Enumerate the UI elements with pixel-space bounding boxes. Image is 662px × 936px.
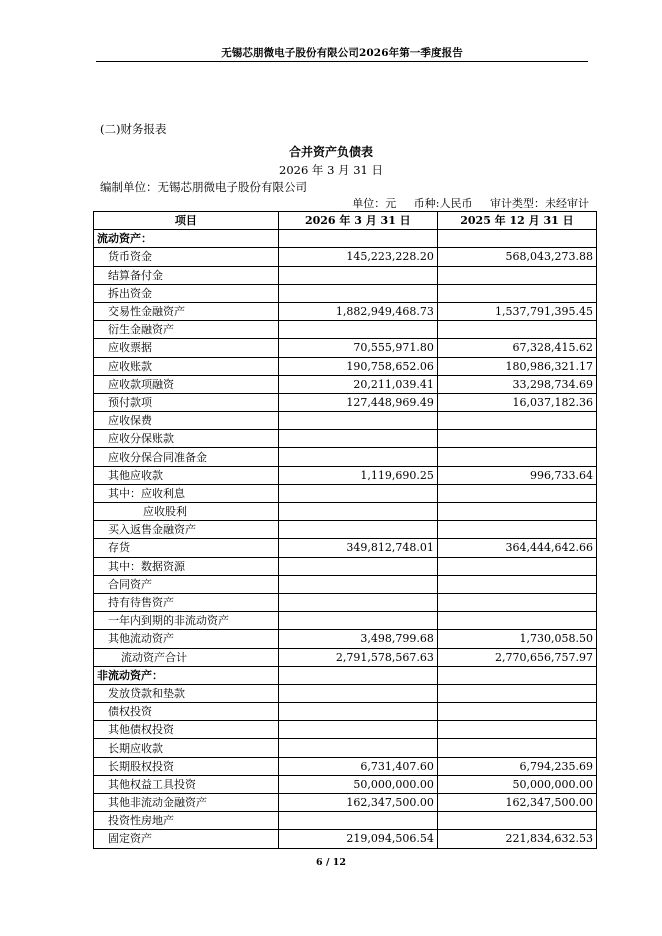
unit-label: 单位：元 [352, 197, 397, 210]
row-value-prior [437, 721, 596, 739]
table-row [94, 684, 597, 702]
row-value-current [278, 666, 437, 684]
page-number: 6 / 12 [316, 857, 346, 868]
row-item-label: 合同资产 [94, 575, 279, 593]
table-row [94, 521, 597, 539]
table-row [94, 339, 597, 357]
row-value-current [278, 484, 437, 502]
row-value-prior: 221,834,632.53 [437, 830, 596, 848]
row-item-label: 应收股利 [94, 503, 279, 521]
row-item-label: 固定资产 [94, 830, 279, 848]
row-value-prior [437, 284, 596, 302]
row-value-current: 20,211,039.41 [278, 375, 437, 393]
statement-date: 2026 年 3 月 31 日 [279, 163, 383, 177]
row-value-prior [437, 503, 596, 521]
table-row [94, 648, 597, 666]
table-row [94, 666, 597, 684]
row-value-prior [437, 448, 596, 466]
row-value-prior [437, 684, 596, 702]
table-row [94, 230, 597, 248]
row-item-label: 流动资产： [94, 230, 279, 248]
row-value-prior: 50,000,000.00 [437, 775, 596, 793]
row-value-prior: 33,298,734.69 [437, 375, 596, 393]
row-value-prior [437, 521, 596, 539]
table-row [94, 302, 597, 320]
row-value-prior [437, 575, 596, 593]
row-item-label: 应收款项融资 [94, 375, 279, 393]
row-item-label: 流动资产合计 [94, 648, 279, 666]
row-item-label: 应收分保账款 [94, 430, 279, 448]
row-value-prior [437, 739, 596, 757]
row-value-current: 162,347,500.00 [278, 794, 437, 812]
row-value-current: 6,731,407.60 [278, 757, 437, 775]
row-value-prior: 16,037,182.36 [437, 393, 596, 411]
row-value-prior [437, 484, 596, 502]
row-item-label: 债权投资 [94, 703, 279, 721]
table-row [94, 539, 597, 557]
row-value-current [278, 521, 437, 539]
table-row [94, 357, 597, 375]
preparing-company: 编制单位：无锡芯朋微电子股份有限公司 [100, 180, 307, 194]
table-row [94, 503, 597, 521]
row-value-prior [437, 430, 596, 448]
row-item-label: 其他权益工具投资 [94, 775, 279, 793]
table-row [94, 703, 597, 721]
column-header-item: 项目 [94, 212, 279, 230]
row-item-label: 应收账款 [94, 357, 279, 375]
row-value-prior: 1,730,058.50 [437, 630, 596, 648]
row-value-current: 219,094,506.54 [278, 830, 437, 848]
row-value-current [278, 593, 437, 611]
row-value-prior [437, 230, 596, 248]
row-item-label: 一年内到期的非流动资产 [94, 612, 279, 630]
row-item-label: 长期股权投资 [94, 757, 279, 775]
table-row [94, 830, 597, 848]
row-value-current [278, 575, 437, 593]
row-value-current [278, 266, 437, 284]
row-item-label: 存货 [94, 539, 279, 557]
balance-sheet-table [93, 211, 597, 849]
table-row [94, 575, 597, 593]
table-row [94, 812, 597, 830]
row-value-current: 50,000,000.00 [278, 775, 437, 793]
row-item-label: 结算备付金 [94, 266, 279, 284]
unit-info [338, 195, 589, 211]
row-value-current [278, 412, 437, 430]
row-value-current: 127,448,969.49 [278, 393, 437, 411]
row-value-prior [437, 612, 596, 630]
table-row [94, 739, 597, 757]
row-value-prior [437, 557, 596, 575]
table-row [94, 593, 597, 611]
row-value-current [278, 557, 437, 575]
row-item-label: 衍生金融资产 [94, 321, 279, 339]
row-item-label: 其他流动资产 [94, 630, 279, 648]
row-value-prior: 1,537,791,395.45 [437, 302, 596, 320]
table-row [94, 484, 597, 502]
row-value-prior: 6,794,235.69 [437, 757, 596, 775]
table-row [94, 612, 597, 630]
row-value-prior [437, 703, 596, 721]
row-value-current [278, 230, 437, 248]
row-value-prior: 996,733.64 [437, 466, 596, 484]
row-item-label: 应收分保合同准备金 [94, 448, 279, 466]
statement-title: 合并资产负债表 [288, 145, 373, 159]
table-row [94, 630, 597, 648]
row-value-prior: 162,347,500.00 [437, 794, 596, 812]
audit-type-label: 审计类型：未经审计 [490, 197, 589, 210]
row-value-prior [437, 412, 596, 430]
row-value-prior: 568,043,273.88 [437, 248, 596, 266]
table-header-row [94, 212, 597, 230]
row-value-current [278, 503, 437, 521]
table-row [94, 248, 597, 266]
report-header-title: 无锡芯朋微电子股份有限公司2026年第一季度报告 [221, 47, 463, 59]
table-row [94, 466, 597, 484]
row-item-label: 其中：数据资源 [94, 557, 279, 575]
row-value-current [278, 703, 437, 721]
row-item-label: 拆出资金 [94, 284, 279, 302]
row-value-current: 3,498,799.68 [278, 630, 437, 648]
row-item-label: 其他债权投资 [94, 721, 279, 739]
row-value-current: 145,223,228.20 [278, 248, 437, 266]
currency-label: 币种:人民币 [413, 197, 473, 210]
row-value-prior: 180,986,321.17 [437, 357, 596, 375]
table-row [94, 266, 597, 284]
row-value-current [278, 684, 437, 702]
row-value-current [278, 448, 437, 466]
row-value-prior [437, 593, 596, 611]
row-item-label: 其他应收款 [94, 466, 279, 484]
row-value-prior [437, 266, 596, 284]
row-value-current: 2,791,578,567.63 [278, 648, 437, 666]
table-row [94, 321, 597, 339]
row-value-prior: 67,328,415.62 [437, 339, 596, 357]
column-header-prior-period: 2025 年 12 月 31 日 [437, 212, 596, 230]
row-value-current [278, 812, 437, 830]
row-item-label: 货币资金 [94, 248, 279, 266]
row-item-label: 持有待售资产 [94, 593, 279, 611]
row-value-current [278, 721, 437, 739]
row-value-current [278, 284, 437, 302]
row-item-label: 应收票据 [94, 339, 279, 357]
row-value-prior [437, 666, 596, 684]
row-value-prior [437, 321, 596, 339]
row-item-label: 交易性金融资产 [94, 302, 279, 320]
row-item-label: 预付款项 [94, 393, 279, 411]
table-row [94, 412, 597, 430]
row-value-prior [437, 812, 596, 830]
table-row [94, 721, 597, 739]
row-item-label: 发放贷款和垫款 [94, 684, 279, 702]
table-row [94, 393, 597, 411]
row-value-prior: 364,444,642.66 [437, 539, 596, 557]
table-row [94, 448, 597, 466]
table-row [94, 557, 597, 575]
row-value-current [278, 321, 437, 339]
section-heading: (二)财务报表 [100, 122, 167, 136]
table-row [94, 775, 597, 793]
row-item-label: 非流动资产： [94, 666, 279, 684]
row-item-label: 投资性房地产 [94, 812, 279, 830]
row-item-label: 应收保费 [94, 412, 279, 430]
row-item-label: 其他非流动金融资产 [94, 794, 279, 812]
row-value-current: 70,555,971.80 [278, 339, 437, 357]
row-item-label: 长期应收款 [94, 739, 279, 757]
row-value-current: 1,119,690.25 [278, 466, 437, 484]
table-row [94, 794, 597, 812]
table-row [94, 375, 597, 393]
table-row [94, 757, 597, 775]
row-value-current: 1,882,949,468.73 [278, 302, 437, 320]
table-row [94, 284, 597, 302]
row-item-label: 买入返售金融资产 [94, 521, 279, 539]
row-value-current [278, 612, 437, 630]
row-value-current [278, 739, 437, 757]
row-value-current: 190,758,652.06 [278, 357, 437, 375]
table-row [94, 430, 597, 448]
row-value-current [278, 430, 437, 448]
row-item-label: 其中：应收利息 [94, 484, 279, 502]
column-header-current-period: 2026 年 3 月 31 日 [278, 212, 437, 230]
row-value-current: 349,812,748.01 [278, 539, 437, 557]
row-value-prior: 2,770,656,757.97 [437, 648, 596, 666]
header-divider [96, 61, 588, 62]
